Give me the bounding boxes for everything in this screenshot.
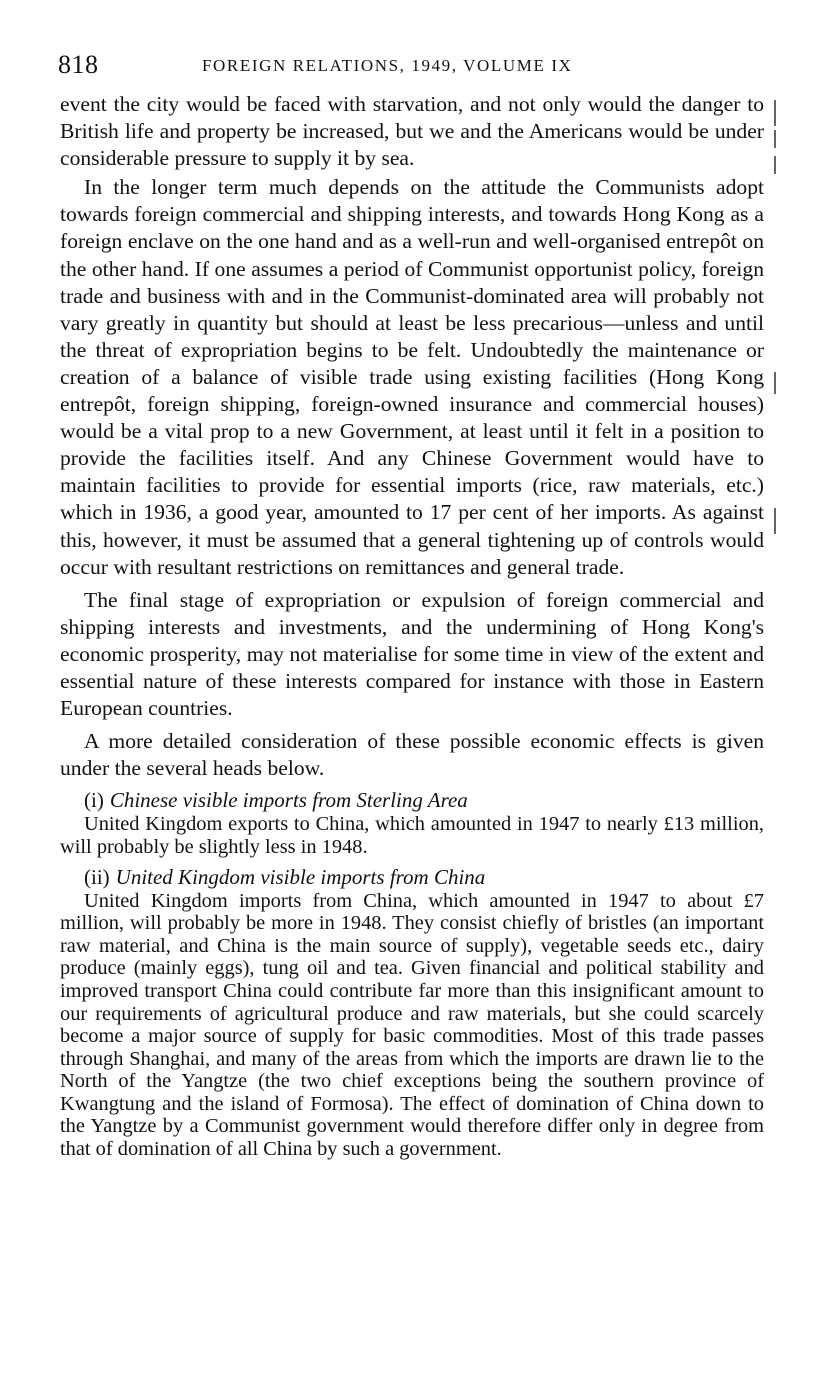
page-header — [58, 48, 770, 82]
page-number: 818 — [58, 50, 99, 79]
section-title: United Kingdom visible imports from China — [115, 864, 486, 889]
section-heading-ii — [84, 864, 764, 890]
margin-line-mark — [774, 508, 776, 534]
section-title: Chinese visible imports from Sterling Area — [109, 788, 468, 813]
running-title: FOREIGN RELATIONS, 1949, VOLUME IX — [202, 56, 573, 75]
margin-line-mark — [774, 372, 776, 394]
section-text-i: United Kingdom exports to China, which amounted in 1947 to nearly £13 million, will probably be slightly less in 1948. — [60, 813, 764, 858]
section-text-ii: United Kingdom imports from China, which amounted in 1947 to about £7 million, will probably be more in 1948. They consist chiefly of bristles (an important raw material, and China is the main source of supply), vegetable seeds etc., dairy produce (mainly eggs), tung oil and tea. Given financial and political stability and improved transport China could contribute far more than this insignificant amount to our requirements of agricultural produce and raw materials, but she could scarcely become a major source of supply for basic commodities. Most of this trade passes through Shanghai, and many of the areas from which the imports are drawn lie to the North of the Yangtze (the two chief exceptions being the southern province of Kwangtung and the island of Formosa). The effect of domination of China down to the Yangtze by a Communist government would therefore differ only in degree from that of domination of all China by such a government. — [60, 889, 764, 1161]
margin-line-mark — [774, 156, 776, 174]
page-body — [60, 91, 764, 1161]
paragraph-continuation: event the city would be faced with starvation, and not only would the danger to British life and property be increased, but we and the Americans would be under considerable pressure to supply it by sea. — [60, 92, 764, 171]
paragraph-final-stage: The final stage of expropriation or expulsion of foreign commercial and shipping interests and investments, and the undermining of Hong Kong's economic prosperity, may not materialise for some time in view of the extent and essential nature of these interests compared for instance with those in Eastern European countries. — [60, 587, 764, 721]
section-number: (i) — [84, 788, 104, 813]
section-number: (ii) — [84, 864, 110, 889]
margin-line-mark — [774, 130, 776, 148]
paragraph-longer-term: In the longer term much depends on the attitude the Communists adopt towards foreign commercial and shipping interests, and towards Hong Kong as a foreign enclave on the one hand and as a well-run and well-organised entrepôt on the other hand. If one assumes a period of Communist opportunist policy, foreign trade and business with and in the Communist-dominated area will probably not vary greatly in quantity but should at least be less precarious—unless and until the threat of expropriation begins to be felt. Undoubtedly the maintenance or creation of a balance of visible trade using existing facilities (Hong Kong entrepôt, foreign shipping, foreign-owned insurance and commercial houses) would be a vital prop to a new Government, at least until it felt in a position to provide the facilities itself. And any Chinese Government would have to maintain facilities to provide for essential imports (rice, raw materials, etc.) which in 1936, a good year, amounted to 17 per cent of her imports. As against this, however, it must be assumed that a general tightening up of controls would occur with resultant restrictions on remittances and general trade. — [60, 175, 764, 579]
section-heading-i — [84, 787, 764, 813]
margin-line-mark — [774, 100, 776, 126]
paragraph-detailed-consideration: A more detailed consideration of these possible economic effects is given under the several heads below. — [60, 729, 764, 781]
